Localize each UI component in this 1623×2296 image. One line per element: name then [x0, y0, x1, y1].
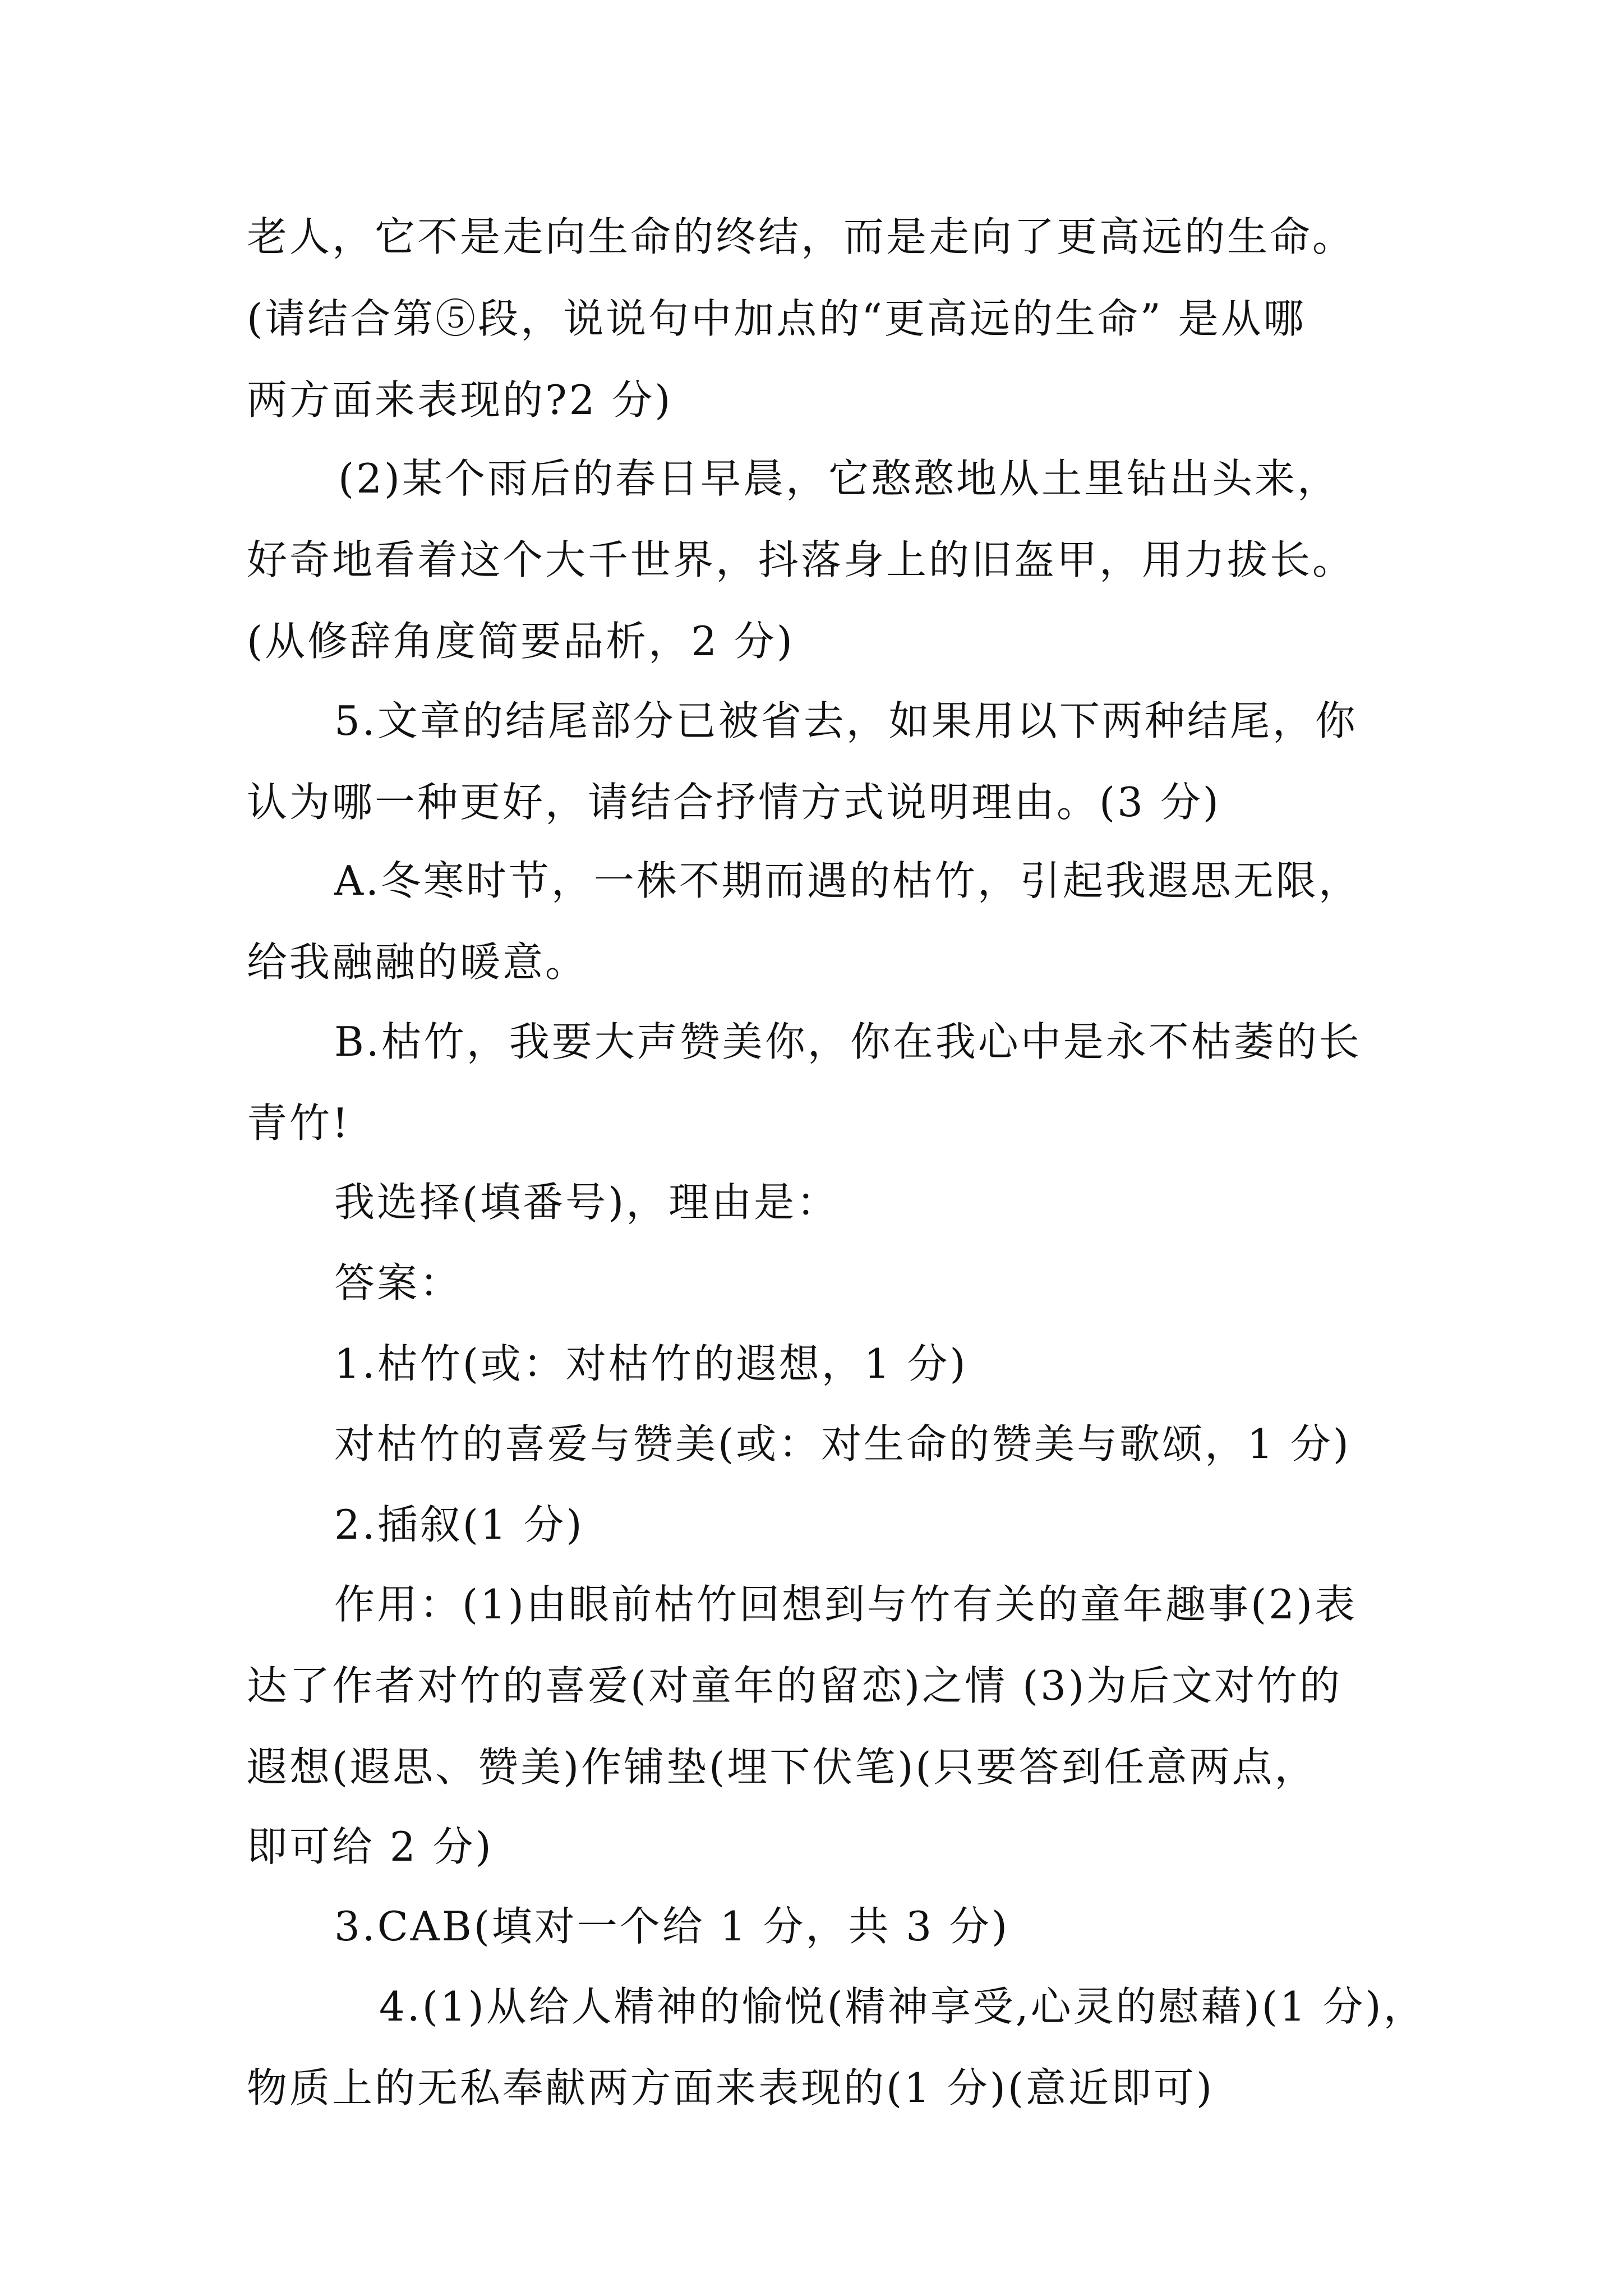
text-line: 物质上的无私奉献两方面来表现的(1 分)(意近即可)	[247, 2064, 1215, 2111]
text-line: 2.插叙(1 分)	[334, 1501, 584, 1548]
text-line: 两方面来表现的?2 分)	[247, 376, 673, 424]
text-line: 老人，它不是走向生命的终结，而是走向了更高远的生命。	[247, 213, 1355, 260]
text-line: A.冬寒时节，一株不期而遇的枯竹，引起我遐思无限，	[334, 857, 1361, 904]
text-line: 给我融融的暖意。	[247, 938, 588, 986]
text-line: 4.(1)从给人精神的愉悦(精神享受,心灵的慰藉)(1 分)，	[379, 1983, 1426, 2030]
text-line: (2)某个雨后的春日早晨，它憨憨地从土里钻出头来，	[338, 455, 1340, 502]
text-line: 答案：	[334, 1259, 463, 1306]
text-line: 3.CAB(填对一个给 1 分，共 3 分)	[334, 1903, 1010, 1950]
text-line: 达了作者对竹的喜爱(对童年的留恋)之情 (3)为后文对竹的	[247, 1662, 1343, 1709]
text-line: 认为哪一种更好，请结合抒情方式说明理由。(3 分)	[247, 779, 1221, 826]
text-line: 青竹!	[247, 1099, 351, 1147]
text-line: (请结合第⑤段，说说句中加点的“更高远的生命” 是从哪	[247, 295, 1306, 342]
text-line: 1.枯竹(或：对枯竹的遐想，1 分)	[334, 1340, 968, 1387]
text-line: B.枯竹，我要大声赞美你，你在我心中是永不枯萎的长	[334, 1018, 1362, 1065]
text-line: 即可给 2 分)	[247, 1823, 494, 1870]
text-line: 作用：(1)由眼前枯竹回想到与竹有关的童年趣事(2)表	[334, 1581, 1357, 1628]
text-line: 对枯竹的喜爱与赞美(或：对生命的赞美与歌颂，1 分)	[334, 1420, 1351, 1467]
text-line: 5.文章的结尾部分已被省去，如果用以下两种结尾，你	[334, 697, 1358, 744]
text-line: 好奇地看着这个大千世界，抖落身上的旧盔甲，用力拔长。	[247, 536, 1355, 583]
text-line: (从修辞角度简要品析，2 分)	[247, 618, 795, 665]
text-line: 我选择(填番号)，理由是：	[334, 1179, 840, 1226]
text-line: 遐想(遐思、赞美)作铺垫(埋下伏笔)(只要答到任意两点，	[247, 1743, 1317, 1791]
